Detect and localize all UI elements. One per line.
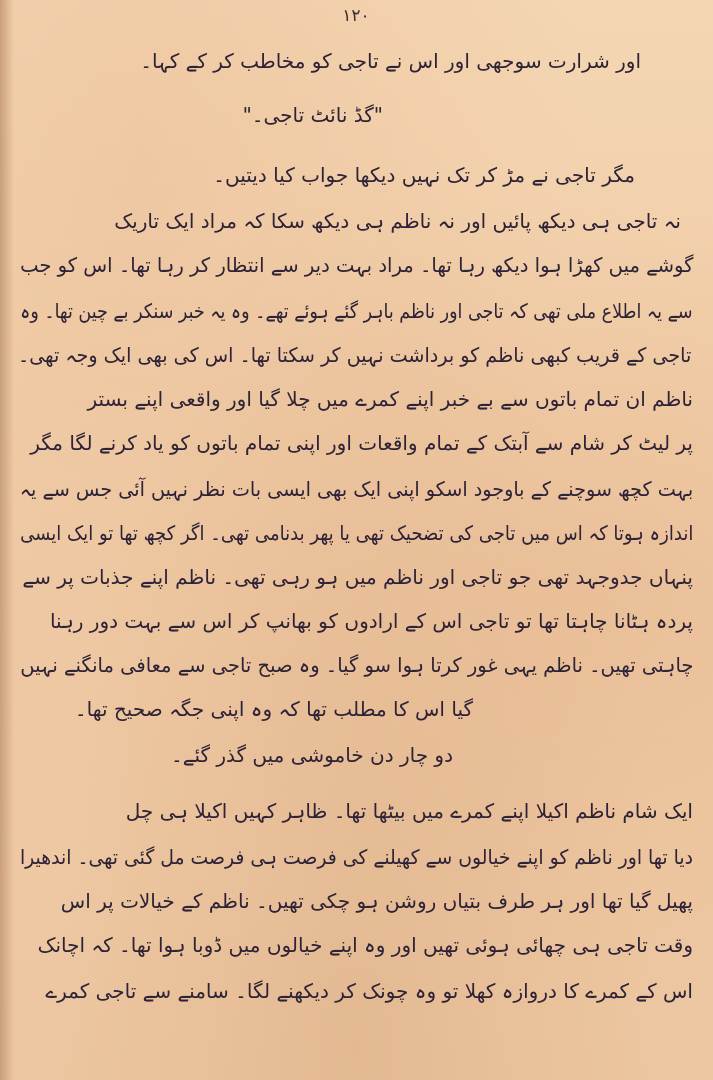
text-line-14: چاہتی تھیں۔ ناظم یہی غور کرتا ہوا سو گیا۔ وہ صبح تاجی سے معافی مانگنے نہیں xyxy=(19,653,693,677)
text-line-13: پردہ ہٹانا چاہتا تھا تو تاجی اس کے ارادوں کو بھانپ کر اس سے بہت دور رہنا xyxy=(49,609,693,633)
text-line-8: ناظم ان تمام باتوں سے بے خبر اپنے کمرے میں چلا گیا اور واقعی اپنے بستر xyxy=(87,387,693,411)
text-line-6: سے یہ اطلاع ملی تھی کہ تاجی اور ناظم باہر گئے ہوئے تھے۔ وہ یہ خبر سنکر بے چین تھا۔ وہ xyxy=(20,299,693,323)
text-line-19: پھیل گیا تھا اور ہر طرف بتیاں روشن ہو چکی تھیں۔ ناظم کے خیالات پر اس xyxy=(60,889,693,913)
text-line-12: پنہاں جدوجہد تھی جو تاجی اور ناظم میں ہو رہی تھی۔ ناظم اپنے جذبات پر سے xyxy=(22,565,693,589)
text-line-5: گوشے میں کھڑا ہوا دیکھ رہا تھا۔ مراد بہت دیر سے انتظار کر رہا تھا۔ اس کو جب xyxy=(19,253,693,277)
text-line-18: دیا تھا اور ناظم کو اپنے خیالوں سے کھیلنے کی فرصت ہی فرصت مل گئی تھی۔ اندھیرا xyxy=(19,845,693,869)
text-line-20: وقت تاجی ہی چھائی ہوئی تھیں اور وہ اپنے خیالوں میں ڈوبا ہوا تھا۔ کہ اچانک xyxy=(37,933,693,957)
text-line-3: مگر تاجی نے مڑ کر تک نہیں دیکھا جواب کیا دیتیں۔ xyxy=(213,163,635,187)
text-line-21: اس کے کمرے کا دروازہ کھلا تو وہ چونک کر دیکھنے لگا۔ سامنے سے تاجی کمرے xyxy=(45,979,693,1003)
text-line-9: پر لیٹ کر شام سے آبتک کے تمام واقعات اور اپنی تمام باتوں کو یاد کرنے لگا مگر xyxy=(30,431,693,455)
text-line-17: ایک شام ناظم اکیلا اپنے کمرے میں بیٹھا تھا۔ ظاہر کہیں اکیلا ہی چل xyxy=(125,799,693,823)
text-line-15: گیا اس کا مطلب تھا کہ وہ اپنی جگہ صحیح تھا۔ xyxy=(74,697,473,721)
text-line-10: بہت کچھ سوچنے کے باوجود اسکو اپنی ایک بھی ایسی بات نظر نہیں آئی جس سے یہ xyxy=(19,477,693,501)
text-line-4: نہ تاجی ہی دیکھ پائیں اور نہ ناظم ہی دیکھ سکا کہ مراد ایک تاریک xyxy=(114,209,681,233)
text-line-2: "گڈ نائٹ تاجی۔" xyxy=(242,103,383,127)
page-binding-edge xyxy=(0,0,14,1080)
text-line-1: اور شرارت سوجھی اور اس نے تاجی کو مخاطب کر کے کہا۔ xyxy=(140,49,641,73)
text-line-11: اندازہ ہوتا کہ اس میں تاجی کی تضحیک تھی یا پھر بدنامی تھی۔ اگر کچھ تھا تو ایک ایسی xyxy=(19,521,693,545)
text-line-7: تاجی کے قریب کبھی ناظم کو برداشت نہیں کر سکتا تھا۔ اس کی بھی ایک وجہ تھی۔ xyxy=(17,343,691,367)
text-line-16: دو چار دن خاموشی میں گذر گئے۔ xyxy=(171,743,453,767)
page-number: ۱۲۰ xyxy=(342,6,370,26)
